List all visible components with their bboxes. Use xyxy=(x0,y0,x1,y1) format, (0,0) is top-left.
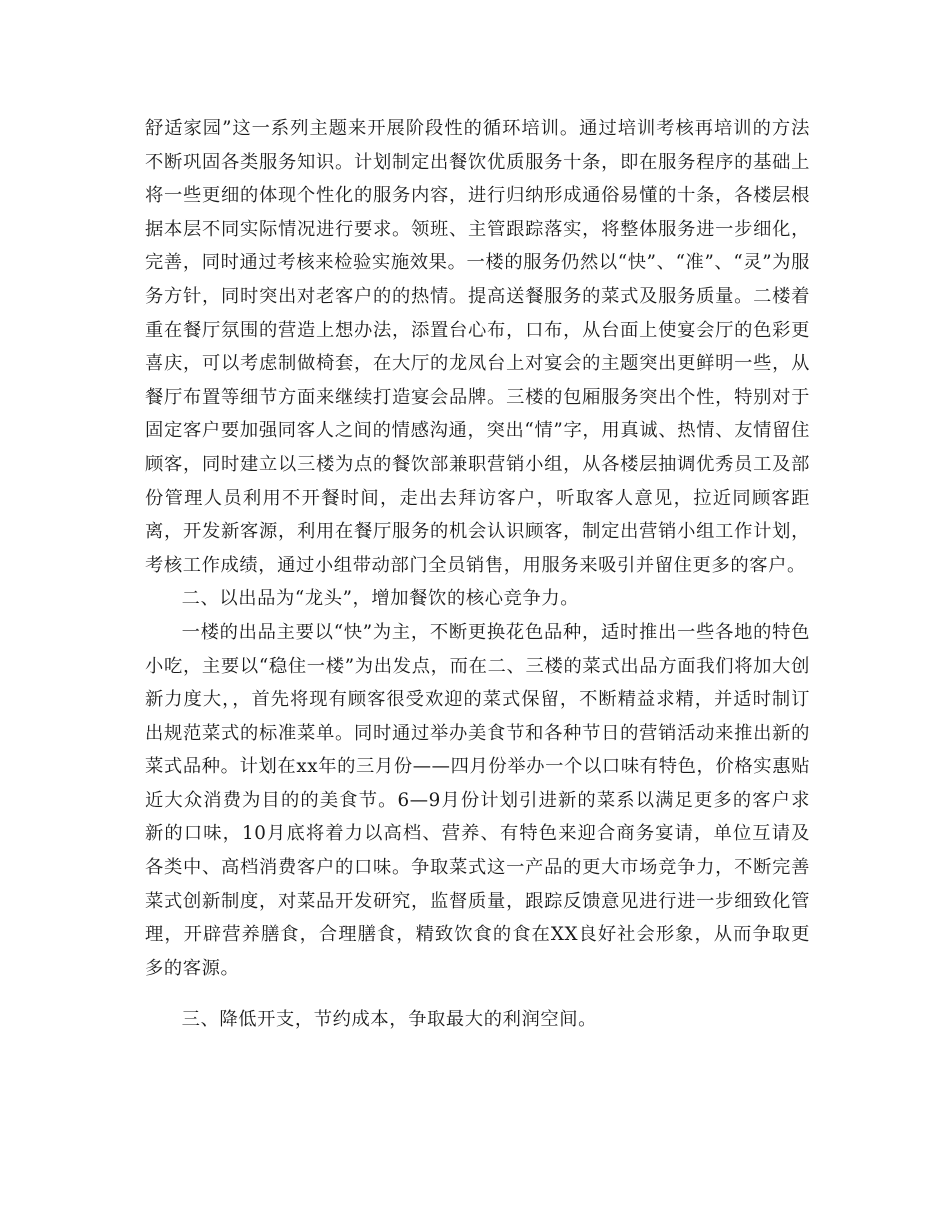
paragraph-menu-products: 一楼的出品主要以“快”为主，不断更换花色品种，适时推出一些各地的特色小吃，主要以“稳住一楼”为出发点，而在二、三楼的菜式出品方面我们将加大创新力度大，，首先将现有顾客很受欢迎的菜式保留，不断精益求精，并适时制订出规范菜式的标准菜单。同时通过举办美食节和各种节日的营销活动来推出新的菜式品种。计划在xx年的三月份——四月份举办一个以口味有特色，价格实惠贴近大众消费为目的的美食节。6—9月份计划引进新的菜系以满足更多的客户求新的口味，10月底将着力以高档、营养、有特色来迎合商务宴请，单位互请及各类中、高档消费客户的口味。争取菜式这一产品的更大市场竞争力，不断完善菜式创新制度，对菜品开发研究，监督质量，跟踪反馈意见进行进一步细致化管理，开辟营养膳食，合理膳食，精致饮食的食在XX良好社会形象，从而争取更多的客源。 xyxy=(145,621,810,979)
paragraph-service-training: 舒适家园”这一系列主题来开展阶段性的循环培训。通过培训考核再培训的方法不断巩固各类服务知识。计划制定出餐饮优质服务十条，即在服务程序的基础上将一些更细的体现个性化的服务内容，进行归纳形成通俗易懂的十条，各楼层根据本层不同实际情况进行要求。领班、主管跟踪落实，将整体服务进一步细化，完善，同时通过考核来检验实施效果。一楼的服务仍然以“快”、“准”、“灵”为服务方针，同时突出对老客户的的热情。提高送餐服务的菜式及服务质量。二楼着重在餐厅氛围的营造上想办法，添置台心布，口布，从台面上使宴会厅的色彩更喜庆，可以考虑制做椅套，在大厅的龙凤台上对宴会的主题突出更鲜明一些，从餐厅布置等细节方面来继续打造宴会品牌。三楼的包厢服务突出个性，特别对于固定客户要加强同客人之间的情感沟通，突出“情”字，用真诚、热情、友情留住顾客，同时建立以三楼为点的餐饮部兼职营销小组，从各楼层抽调优秀员工及部份管理人员利用不开餐时间，走出去拜访客户，听取客人意见，拉近同顾客距离，开发新客源，利用在餐厅服务的机会认识顾客，制定出营销小组工作计划，考核工作成绩，通过小组带动部门全员销售，用服务来吸引并留住更多的客户。 xyxy=(145,118,810,576)
heading-section-two: 二、以出品为“龙头”，增加餐饮的核心竞争力。 xyxy=(181,588,580,610)
heading-section-three: 三、降低开支，节约成本，争取最大的利润空间。 xyxy=(181,1009,597,1031)
document-body xyxy=(145,112,810,1037)
